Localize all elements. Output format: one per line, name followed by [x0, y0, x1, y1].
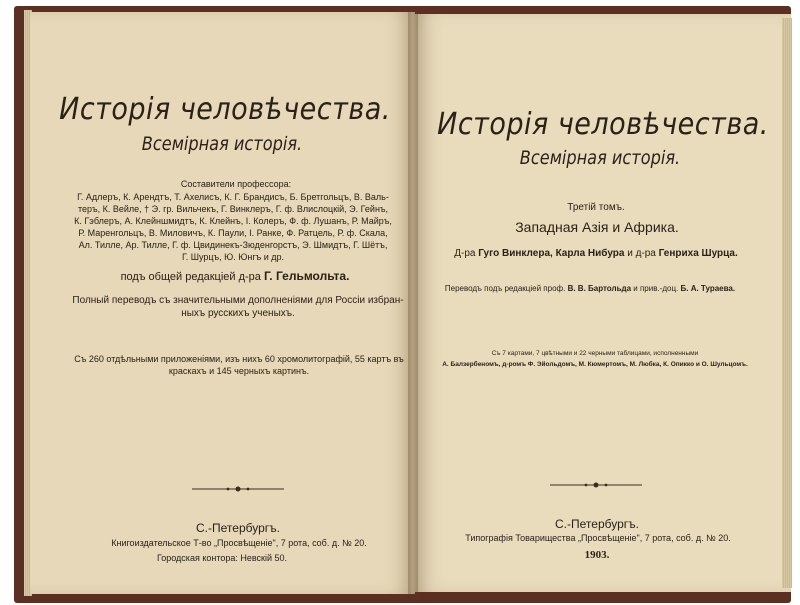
- left-publisher: Книгоиздательское Т-во „Просвѣщеніе", 7 рота, соб. д. № 20.: [111, 538, 367, 548]
- translation-name-1: В. В. Бартольда: [567, 284, 632, 293]
- illustrations-line-2: краскахъ и 145 черныхъ картинъ.: [168, 366, 310, 376]
- left-office: Городская контора: Невскій 50.: [156, 553, 288, 563]
- compilers-line-4: Р. Маренгольцъ, В. Миловичъ, К. Паули, І. Ранке, Ф. Ратцель, Р. ф. Скала,: [78, 228, 388, 238]
- right-printer: Типографія Товарищества „Просвѣщеніе", 7 рота, соб. д. № 20.: [465, 533, 731, 543]
- authors-names-2: Генриха Шурца.: [658, 248, 738, 259]
- compilers-heading: Составители профессора:: [180, 179, 292, 189]
- left-city: С.-Петербургъ.: [196, 521, 280, 535]
- right-year: 1903.: [584, 549, 610, 561]
- compilers-line-2: теръ, К. Вейле, † Э. гр. Вильчекъ, Г. Винклеръ, Г. ф. Влислоцкій, Э. Гейнъ,: [77, 204, 389, 214]
- left-ornament-icon: [190, 484, 286, 494]
- book-gutter: [408, 10, 418, 596]
- volume-title: Западная Азія и Африка.: [515, 219, 679, 235]
- translation-prefix: Переводъ подъ редакціей проф.: [444, 284, 566, 293]
- left-title: Исторія человѣчества.: [59, 92, 391, 127]
- translation-line-2: ныхъ русскихъ ученыхъ.: [181, 308, 295, 319]
- translation-editors: [445, 285, 735, 293]
- right-page-edges: [782, 18, 792, 588]
- editor-prefix: подъ общей редакціей д-ра: [120, 271, 261, 283]
- compilers-line-1: Г. Адлеръ, К. Арендтъ, Т. Ахелисъ, К. Г. Брандисъ, Б. Бретгольцъ, В. Валь-: [77, 192, 389, 202]
- right-subtitle: Всемірная исторія.: [519, 147, 681, 169]
- right-title: Исторія человѣчества.: [437, 107, 769, 142]
- compilers-line-5: Ал. Тилле, Ар. Тилле, Г. ф. Цвидинекъ-Зюденгорстъ, Э. Шмидтъ, Г. Шётъ,: [78, 240, 388, 250]
- right-ornament-icon: [548, 480, 644, 490]
- editor-line: [121, 270, 350, 283]
- volume-label: Третій томъ.: [567, 202, 625, 213]
- compilers-line-3: К. Гэблеръ, А. Клейншмидтъ, К. Клейнъ, І. Колеръ, Ф. ф. Лушанъ, Р. Майръ,: [74, 216, 392, 226]
- editor-name: Г. Гельмольта.: [263, 269, 350, 283]
- right-illustrations-line-2: А. Балзербеномъ, д-ромъ Ф. Эйольдомъ, М. Кюмертомъ, М. Любка, К. Опикко и О. Шульцомъ.: [442, 361, 748, 368]
- right-page: [413, 14, 791, 592]
- translation-mid: и прив.-доц.: [633, 284, 679, 293]
- compilers-line-6: Г. Шурцъ, Ю. Юнгъ и др.: [181, 252, 285, 262]
- authors-names-1: Гуго Винклера, Карла Нибура: [478, 248, 625, 259]
- illustrations-line-1: Съ 260 отдѣльными приложеніями, изъ нихъ 60 хромолитографій, 55 картъ въ: [74, 354, 404, 364]
- right-city: С.-Петербургъ.: [555, 517, 639, 531]
- right-illustrations-line-1: Съ 7 картами, 7 цвѣтными и 22 черными таблицами, исполненными: [491, 350, 699, 357]
- authors-mid: и д-ра: [627, 248, 656, 259]
- authors-line: [454, 249, 738, 259]
- left-subtitle: Всемірная исторія.: [141, 133, 303, 155]
- authors-prefix: Д-ра: [454, 248, 476, 259]
- translation-line-1: Полный переводъ съ значительными дополненіями для Россіи избран-: [72, 295, 404, 306]
- translation-name-2: Б. А. Тураева.: [680, 284, 736, 293]
